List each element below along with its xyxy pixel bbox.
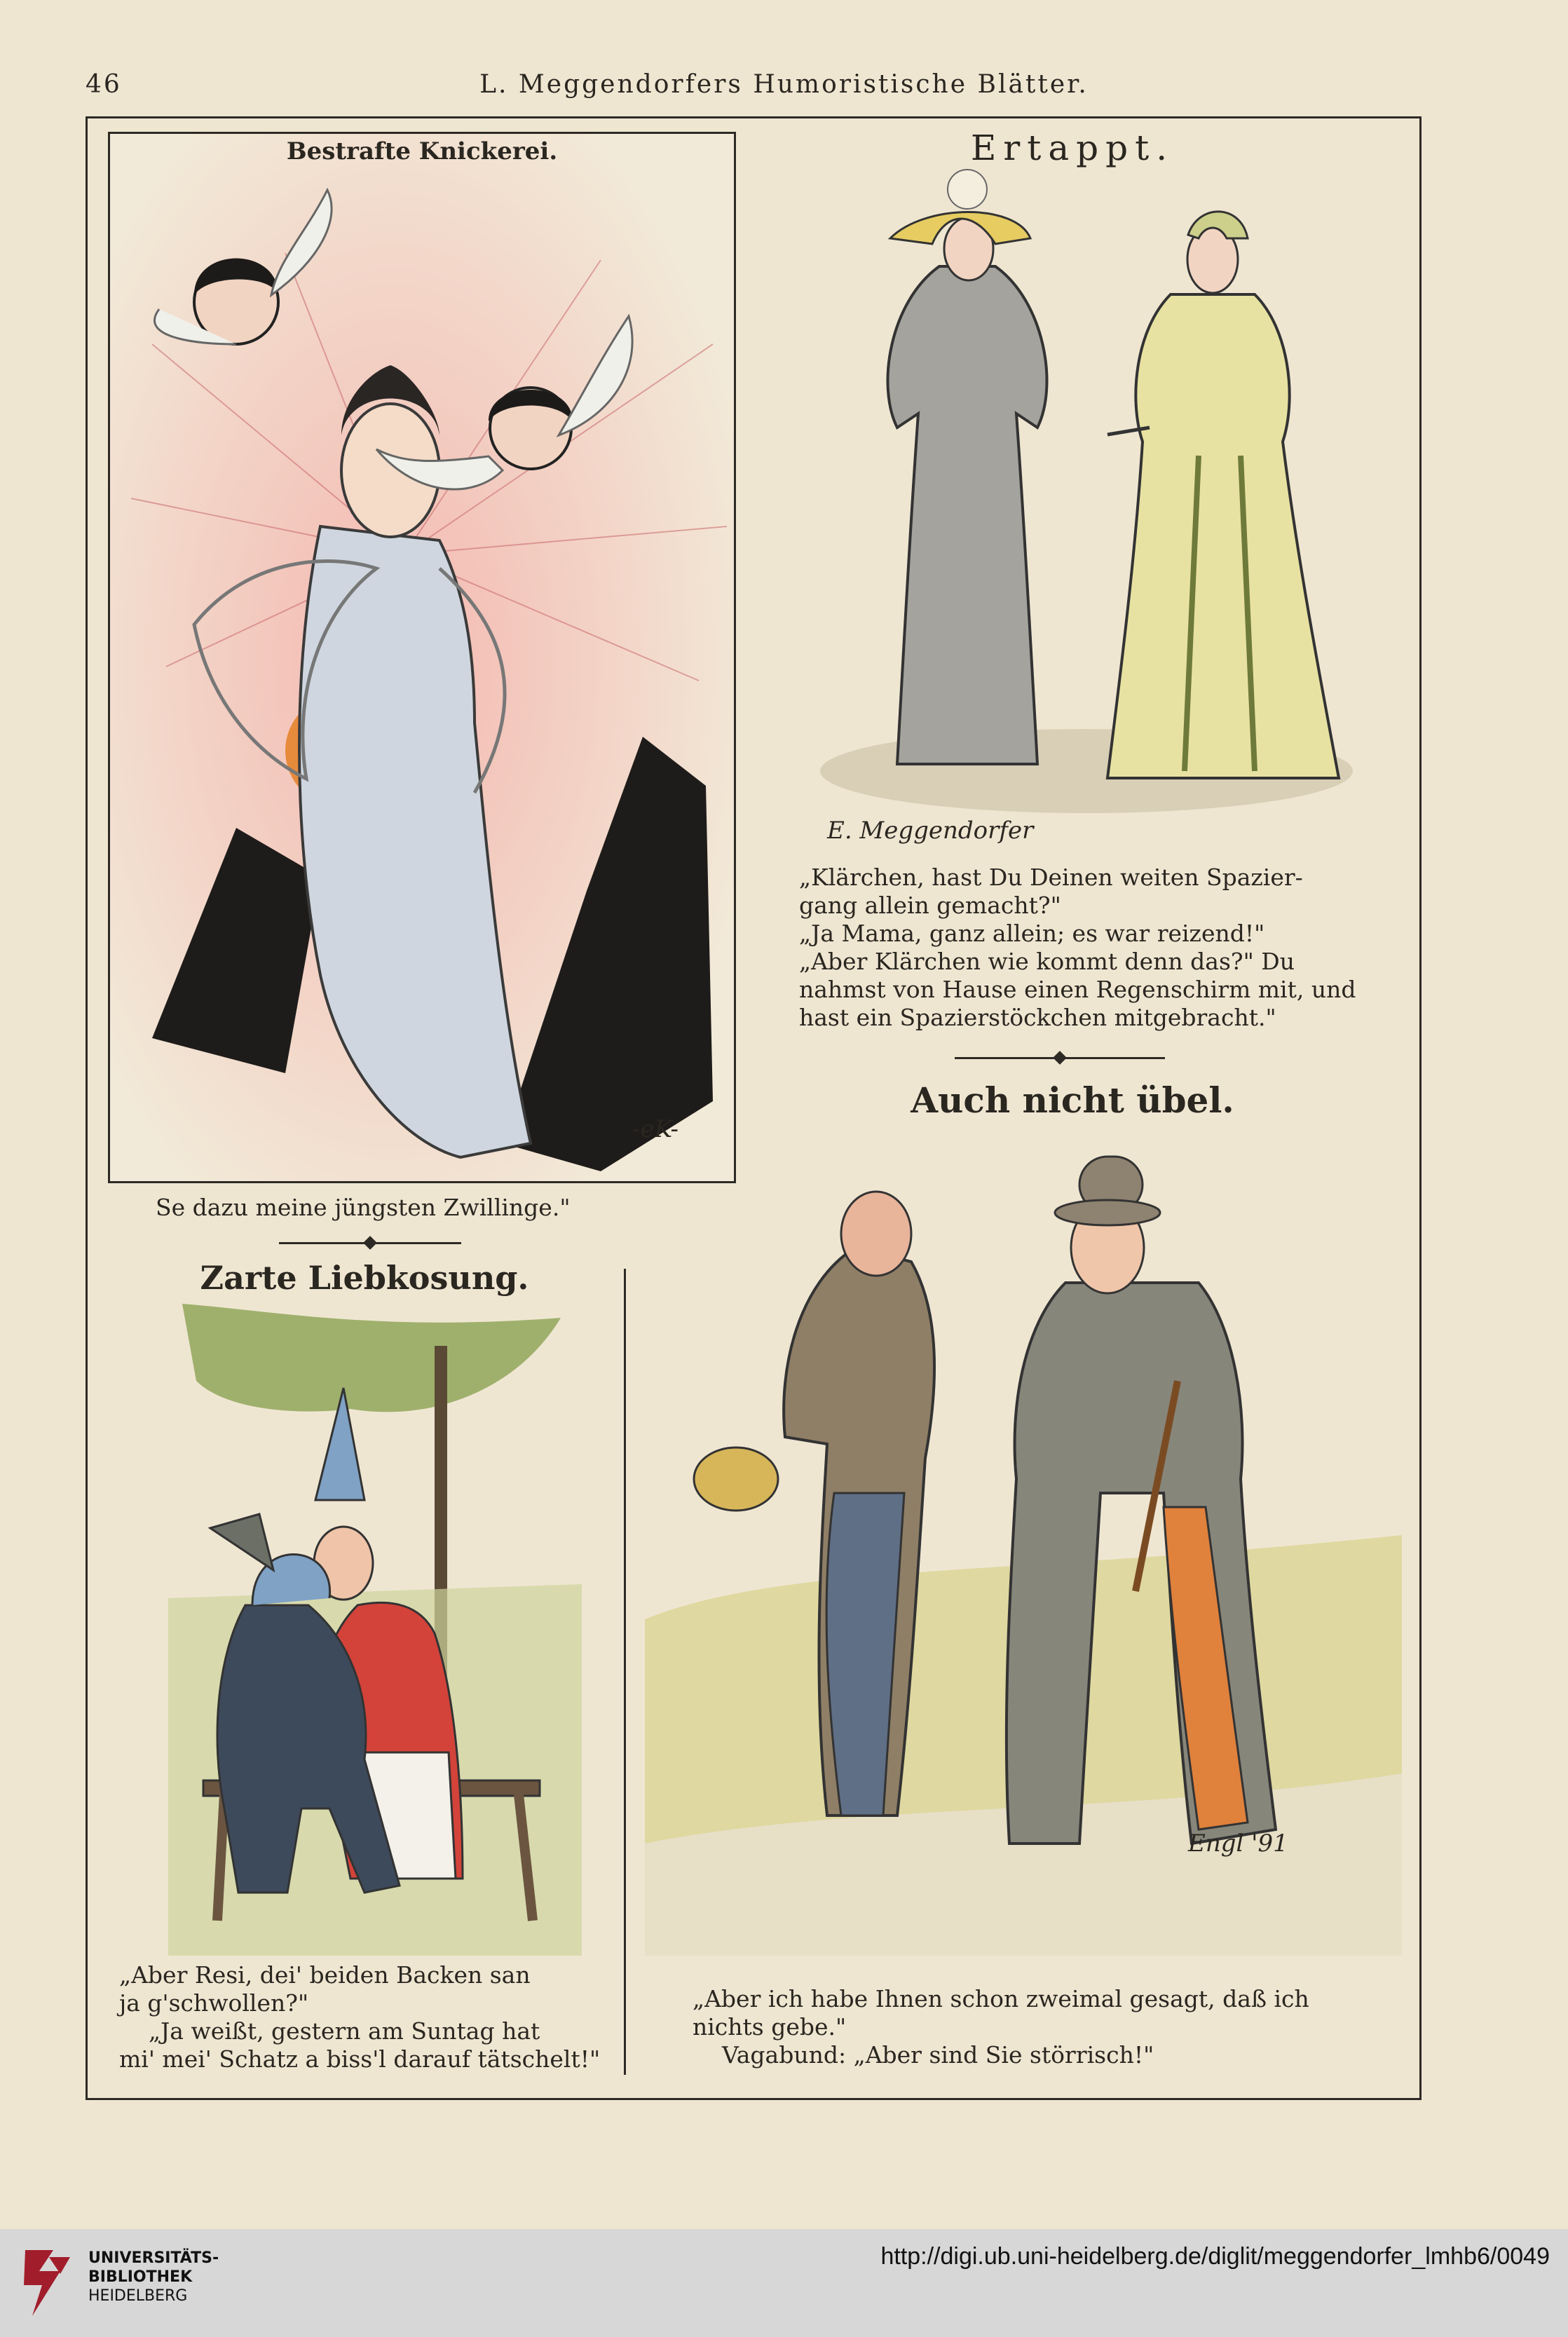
cartoon-title-zarte-liebkosung: Zarte Liebkosung. [200,1259,529,1297]
couple-on-bench-illustration [168,1304,582,1956]
source-url-link[interactable]: http://digi.ub.uni-heidelberg.de/diglit/meggendorfer_lmhb6/0049 [880,2243,1550,2270]
library-name-line3: HEIDELBERG [88,2287,188,2305]
section-divider [955,1057,1165,1059]
vagabond-and-gentleman-illustration [645,1143,1402,1956]
caption-zarte-liebkosung: „Aber Resi, dei' beiden Backen san ja g'schwollen?" „Ja weißt, gestern am Suntag hat mi' mei' Schatz a biss'l darauf tätschelt!" [119,1961,601,2073]
mother-and-daughter-illustration [806,161,1367,834]
library-name-line1: UNIVERSITÄTS- [88,2249,219,2267]
illustration-frame-bestrafte-knickerei [108,132,736,1183]
running-header: L. Meggendorfers Humoristische Blätter. [479,70,1089,99]
library-name [88,2249,219,2305]
page-number: 46 [86,70,122,99]
section-divider [279,1242,461,1244]
university-library-logo [18,2243,74,2323]
cartoon-title-auch-nicht-uebel: Auch nicht übel. [911,1079,1234,1121]
cartoon-title-bestrafte-knickerei: Bestrafte Knickerei. [286,137,558,165]
caption-ertappt: „Klärchen, hast Du Deinen weiten Spazier- gang allein gemacht?" „Ja Mama, ganz allein; es war reizend!" „Aber Klärchen wie kommt denn das?" Du nahmst von Hause einen Regenschirm mit, und hast ein Spazierstöckchen mitgebracht." [799,864,1356,1031]
column-divider [624,1269,626,2075]
cartoon-title-ertappt: Ertappt. [970,128,1175,168]
caption-auch-nicht-uebel: „Aber ich habe Ihnen schon zweimal gesagt, daß ich nichts gebe." Vagabund: „Aber sind Sie störrisch!" [693,1985,1309,2069]
illustrator-signature-engl: Engl '91 [1188,1830,1288,1858]
library-name-line2: BIBLIOTHEK [88,2268,193,2286]
woman-with-cherubs-illustration [110,134,736,1183]
illustrator-signature-meggendorfer: E. Meggendorfer [827,817,1034,845]
illustrator-signature: -eK- [632,1115,679,1143]
caption-bestrafte-knickerei: Se dazu meine jüngsten Zwillinge." [156,1194,571,1221]
